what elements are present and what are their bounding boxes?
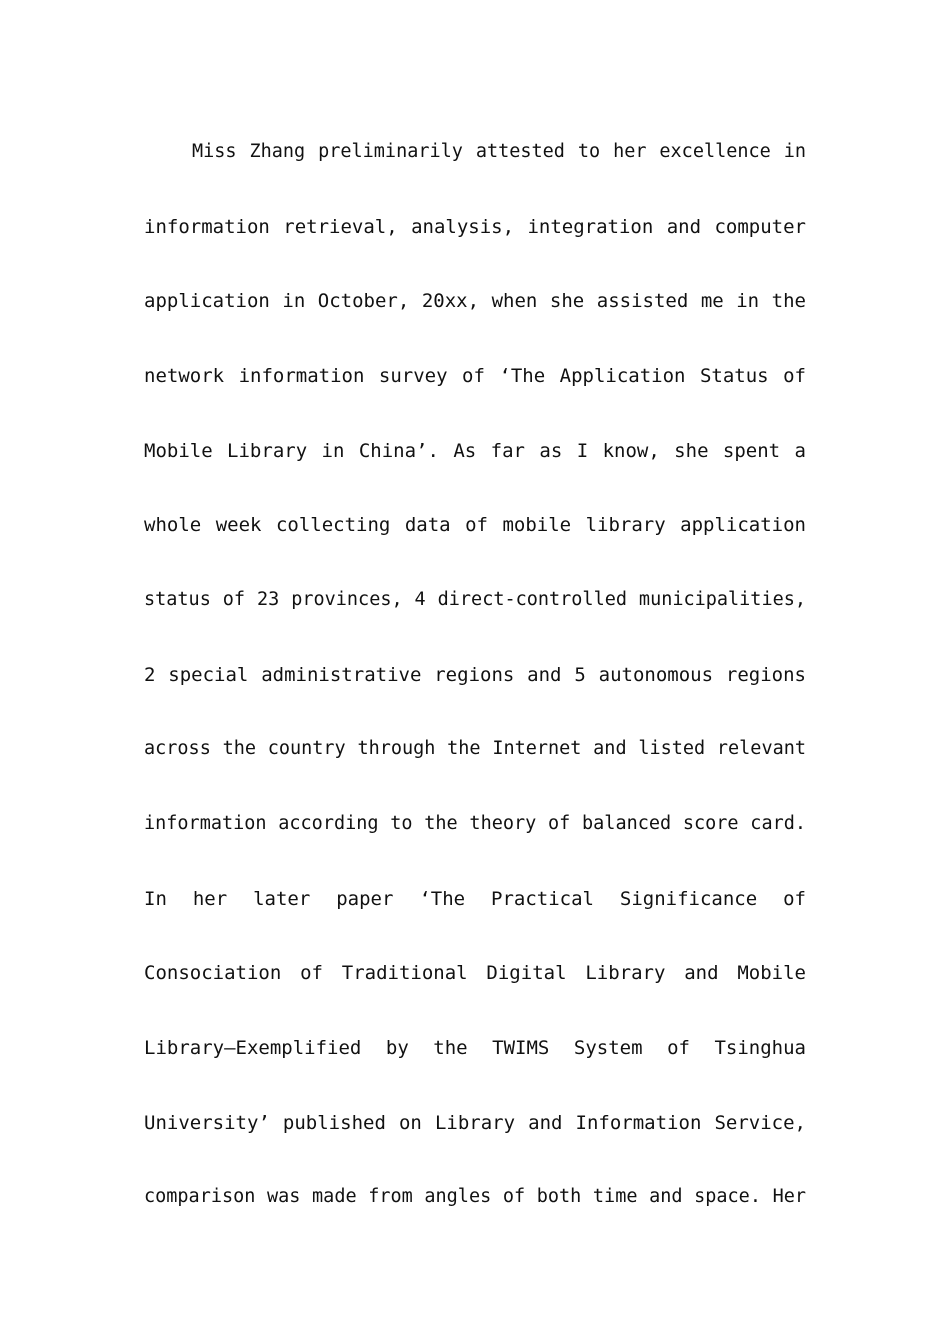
paragraph-line: 2 special administrative regions and 5 autonomous regions xyxy=(144,664,806,686)
paragraph-line: network information survey of ‘The Application Status of xyxy=(144,365,806,387)
paragraph-line: comparison was made from angles of both time and space. Her xyxy=(144,1186,806,1207)
paragraph-line: whole week collecting data of mobile library application xyxy=(144,514,806,536)
paragraph-line: application in October, 20xx, when she assisted me in the xyxy=(144,290,806,312)
paragraph-line: University’ published on Library and Information Service, xyxy=(144,1112,806,1134)
paragraph-line: information retrieval, analysis, integration and computer xyxy=(144,216,806,238)
paragraph-line: information according to the theory of balanced score card. xyxy=(144,813,806,834)
paragraph-line: status of 23 provinces, 4 direct-controlled municipalities, xyxy=(144,589,806,610)
paragraph-line: Consociation of Traditional Digital Library and Mobile xyxy=(144,962,806,984)
paragraph-line: Library—Exemplified by the TWIMS System of Tsinghua xyxy=(144,1037,806,1059)
paragraph-line: In her later paper ‘The Practical Significance of xyxy=(144,888,806,910)
paragraph-line: Miss Zhang preliminarily attested to her excellence in xyxy=(192,141,806,162)
paragraph-line: across the country through the Internet and listed relevant xyxy=(144,738,806,759)
paragraph-line: Mobile Library in China’. As far as I know, she spent a xyxy=(144,440,806,462)
